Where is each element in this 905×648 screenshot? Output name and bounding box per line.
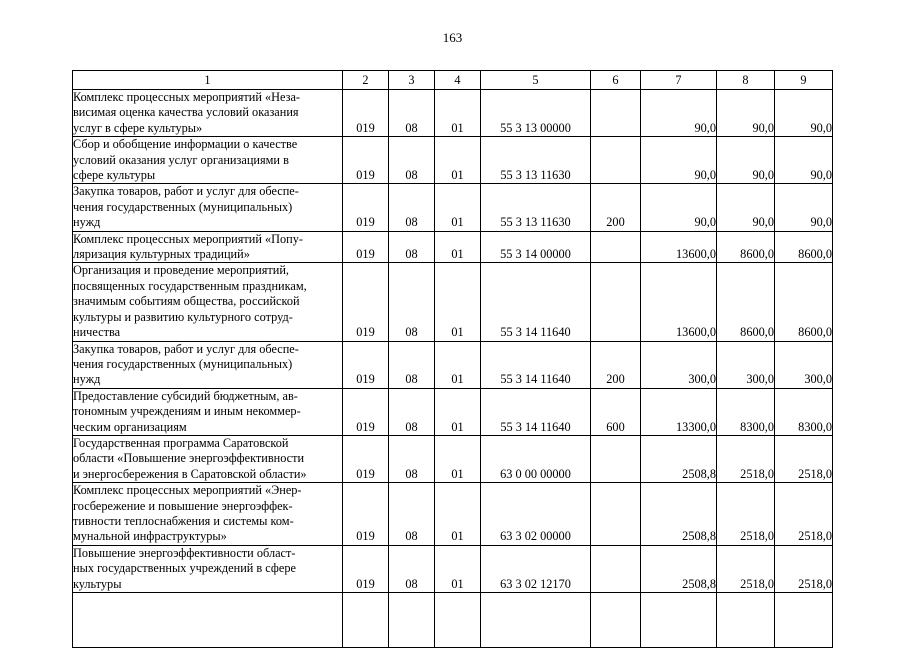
row-section-cell: 08 (389, 545, 435, 592)
row-chapter-cell: 019 (343, 435, 389, 482)
table-filler-cell (591, 593, 641, 648)
row-subsection-cell: 01 (435, 90, 481, 137)
table-header-row (73, 71, 833, 90)
col-header-5: 5 (481, 71, 591, 90)
row-amount-1-cell: 2508,8 (641, 545, 717, 592)
col-header-9: 9 (775, 71, 833, 90)
row-amount-2-cell: 8600,0 (717, 231, 775, 263)
row-target-code-cell: 63 3 02 00000 (481, 483, 591, 546)
row-expense-type-cell: 200 (591, 341, 641, 388)
row-name-cell: Закупка товаров, работ и услуг для обеспе- чения государственных (муниципальных) нужд (73, 184, 343, 231)
row-amount-2-cell: 2518,0 (717, 545, 775, 592)
row-section-cell: 08 (389, 184, 435, 231)
row-subsection-cell: 01 (435, 137, 481, 184)
row-amount-1-cell: 13300,0 (641, 388, 717, 435)
row-section-cell: 08 (389, 435, 435, 482)
table-row (73, 231, 833, 263)
row-name-cell: Организация и проведение мероприятий, посвященных государственным праздникам, значимым событиям общества, российской культуры и развитию культурного сотруд- ничества (73, 263, 343, 341)
row-amount-3-cell: 90,0 (775, 184, 833, 231)
col-header-2: 2 (343, 71, 389, 90)
row-amount-3-cell: 8600,0 (775, 231, 833, 263)
row-name-cell: Комплекс процессных мероприятий «Попу- ляризация культурных традиций» (73, 231, 343, 263)
table-filler-cell (435, 593, 481, 648)
row-expense-type-cell (591, 90, 641, 137)
row-amount-1-cell: 2508,8 (641, 483, 717, 546)
row-chapter-cell: 019 (343, 231, 389, 263)
row-name-cell: Предоставление субсидий бюджетным, ав- тономным учреждениям и иным некоммер- ческим организациям (73, 388, 343, 435)
row-amount-2-cell: 90,0 (717, 137, 775, 184)
row-subsection-cell: 01 (435, 545, 481, 592)
row-name-cell: Закупка товаров, работ и услуг для обеспе- чения государственных (муниципальных) нужд (73, 341, 343, 388)
row-section-cell: 08 (389, 341, 435, 388)
row-subsection-cell: 01 (435, 341, 481, 388)
row-name-cell: Комплекс процессных мероприятий «Неза- висимая оценка качества условий оказания услуг в сфере культуры» (73, 90, 343, 137)
row-target-code-cell: 55 3 13 11630 (481, 137, 591, 184)
row-amount-1-cell: 13600,0 (641, 231, 717, 263)
row-expense-type-cell (591, 231, 641, 263)
row-amount-3-cell: 300,0 (775, 341, 833, 388)
row-expense-type-cell (591, 137, 641, 184)
row-name-cell: Повышение энергоэффективности област- ных государственных учреждений в сфере культуры (73, 545, 343, 592)
row-chapter-cell: 019 (343, 388, 389, 435)
table-filler-cell (73, 593, 343, 648)
table-filler-cell (717, 593, 775, 648)
table-filler-cell (389, 593, 435, 648)
row-subsection-cell: 01 (435, 435, 481, 482)
row-expense-type-cell (591, 263, 641, 341)
col-header-8: 8 (717, 71, 775, 90)
row-expense-type-cell (591, 435, 641, 482)
row-target-code-cell: 55 3 14 11640 (481, 341, 591, 388)
table-row (73, 388, 833, 435)
col-header-6: 6 (591, 71, 641, 90)
row-target-code-cell: 63 3 02 12170 (481, 545, 591, 592)
row-amount-3-cell: 2518,0 (775, 483, 833, 546)
row-expense-type-cell (591, 545, 641, 592)
page-number: 163 (442, 30, 463, 45)
table-row (73, 184, 833, 231)
table-row (73, 483, 833, 546)
row-subsection-cell: 01 (435, 184, 481, 231)
row-section-cell: 08 (389, 90, 435, 137)
table-row (73, 263, 833, 341)
row-amount-2-cell: 2518,0 (717, 435, 775, 482)
row-target-code-cell: 55 3 13 00000 (481, 90, 591, 137)
row-chapter-cell: 019 (343, 483, 389, 546)
table-row (73, 90, 833, 137)
row-chapter-cell: 019 (343, 90, 389, 137)
row-amount-2-cell: 2518,0 (717, 483, 775, 546)
table-filler-cell (775, 593, 833, 648)
row-target-code-cell: 55 3 14 11640 (481, 263, 591, 341)
row-amount-3-cell: 2518,0 (775, 545, 833, 592)
row-name-cell: Сбор и обобщение информации о качестве условий оказания услуг организациями в сфере культуры (73, 137, 343, 184)
row-amount-3-cell: 8300,0 (775, 388, 833, 435)
col-header-4: 4 (435, 71, 481, 90)
row-subsection-cell: 01 (435, 388, 481, 435)
table-row (73, 341, 833, 388)
row-amount-1-cell: 300,0 (641, 341, 717, 388)
row-amount-3-cell: 8600,0 (775, 263, 833, 341)
row-amount-1-cell: 90,0 (641, 90, 717, 137)
table-filler-row (73, 593, 833, 648)
row-expense-type-cell (591, 483, 641, 546)
row-section-cell: 08 (389, 483, 435, 546)
row-chapter-cell: 019 (343, 137, 389, 184)
row-chapter-cell: 019 (343, 263, 389, 341)
budget-table (72, 70, 833, 648)
row-expense-type-cell: 600 (591, 388, 641, 435)
budget-table-container (72, 70, 832, 648)
row-chapter-cell: 019 (343, 341, 389, 388)
row-subsection-cell: 01 (435, 231, 481, 263)
row-expense-type-cell: 200 (591, 184, 641, 231)
row-target-code-cell: 55 3 14 00000 (481, 231, 591, 263)
table-filler-cell (343, 593, 389, 648)
col-header-3: 3 (389, 71, 435, 90)
table-filler-cell (481, 593, 591, 648)
row-section-cell: 08 (389, 137, 435, 184)
table-row (73, 137, 833, 184)
col-header-1: 1 (73, 71, 343, 90)
table-header (73, 71, 833, 90)
row-subsection-cell: 01 (435, 263, 481, 341)
row-chapter-cell: 019 (343, 545, 389, 592)
row-amount-3-cell: 2518,0 (775, 435, 833, 482)
row-amount-2-cell: 90,0 (717, 184, 775, 231)
row-target-code-cell: 55 3 13 11630 (481, 184, 591, 231)
table-row (73, 435, 833, 482)
row-section-cell: 08 (389, 231, 435, 263)
row-amount-2-cell: 8300,0 (717, 388, 775, 435)
table-body (73, 90, 833, 648)
col-header-7: 7 (641, 71, 717, 90)
row-amount-1-cell: 13600,0 (641, 263, 717, 341)
row-amount-1-cell: 2508,8 (641, 435, 717, 482)
row-amount-1-cell: 90,0 (641, 137, 717, 184)
row-target-code-cell: 63 0 00 00000 (481, 435, 591, 482)
table-row (73, 545, 833, 592)
row-amount-3-cell: 90,0 (775, 90, 833, 137)
row-amount-3-cell: 90,0 (775, 137, 833, 184)
table-filler-cell (641, 593, 717, 648)
row-amount-2-cell: 8600,0 (717, 263, 775, 341)
row-amount-1-cell: 90,0 (641, 184, 717, 231)
row-section-cell: 08 (389, 388, 435, 435)
row-target-code-cell: 55 3 14 11640 (481, 388, 591, 435)
row-amount-2-cell: 300,0 (717, 341, 775, 388)
row-chapter-cell: 019 (343, 184, 389, 231)
row-section-cell: 08 (389, 263, 435, 341)
row-amount-2-cell: 90,0 (717, 90, 775, 137)
row-name-cell: Комплекс процессных мероприятий «Энер- госбережение и повышение энергоэффек- тивности теплоснабжения и системы ком- мунальной инфраструктуры» (73, 483, 343, 546)
row-name-cell: Государственная программа Саратовской области «Повышение энергоэффективности и энергосбережения в Саратовской области» (73, 435, 343, 482)
row-subsection-cell: 01 (435, 483, 481, 546)
